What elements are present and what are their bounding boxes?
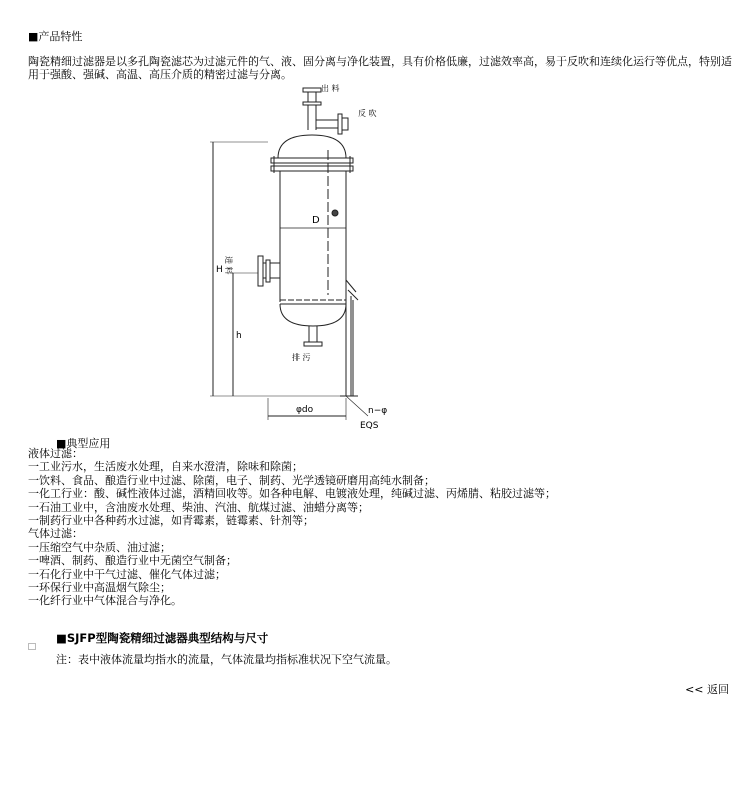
label-drain: 排 污 — [292, 353, 311, 362]
list-item: 一石油工业中，含油废水处理、柴油、汽油、航煤过滤、油蜡分离等； — [28, 500, 369, 514]
broken-image-icon — [28, 643, 36, 650]
applications-list — [28, 447, 556, 608]
structure-title — [56, 630, 268, 646]
applications-title-text: 典型应用 — [66, 437, 111, 450]
list-item: 一化纤行业中气体混合与净化。 — [28, 594, 182, 608]
intro-paragraph: 陶瓷精细过滤器是以多孔陶瓷滤芯为过滤元件的气、液、固分离与净化装置，具有价格低廉，过滤效率高，易于反吹和连续化运行等优点，特别适用于强酸、强碱、高温、高压介质的精密过滤与分离。 — [28, 55, 732, 81]
label-backblow: 反 吹 — [358, 109, 377, 118]
label-inlet: 进 料 — [224, 256, 233, 275]
list-item: 一啤酒、制药、酿造行业中无菌空气制备； — [28, 554, 237, 568]
list-item: 一石化行业中干气过滤、催化气体过滤； — [28, 567, 226, 581]
bullet-icon: ■ — [56, 631, 67, 645]
section-title — [28, 28, 82, 44]
list-item: 一压缩空气中杂质、油过滤； — [28, 540, 171, 554]
list-item: 一工业污水，生活废水处理，自来水澄清，除味和除菌； — [28, 460, 303, 474]
structure-title-text: SJFP型陶瓷精细过滤器典型结构与尺寸 — [66, 631, 269, 645]
back-link[interactable]: << 返回 — [685, 683, 729, 696]
list-item: 一化工行业：酸、碱性液体过滤，酒精回收等。如各种电解、电镀液处理，纯碱过滤、丙烯腈、粘胶过滤等； — [28, 487, 556, 501]
label-h-upper: H — [216, 265, 223, 275]
list-item: 气体过滤： — [28, 527, 83, 541]
section-title-text: 产品特性 — [38, 30, 83, 43]
list-item: 液体过滤： — [28, 447, 83, 460]
bullet-icon: ■ — [28, 30, 39, 43]
filter-diagram — [208, 80, 390, 434]
bullet-icon: ■ — [56, 437, 67, 450]
label-nphi: n−φ — [368, 406, 388, 416]
label-h-lower: h — [236, 331, 242, 341]
label-d: D — [312, 215, 320, 226]
label-eqs: EQS — [360, 421, 379, 431]
note-text: 注：表中液体流量均指水的流量，气体流量均指标准状况下空气流量。 — [56, 653, 397, 666]
list-item: 一制药行业中各种药水过滤，如青霉素，链霉素、针剂等； — [28, 514, 314, 528]
list-item: 一饮料、食品、酿造行业中过滤、除菌，电子、制药、光学透镜研磨用高纯水制备； — [28, 473, 435, 487]
label-do: φdo — [296, 405, 314, 415]
label-outlet: 出 料 — [321, 84, 340, 93]
list-item: 一环保行业中高温烟气除尘； — [28, 581, 171, 595]
